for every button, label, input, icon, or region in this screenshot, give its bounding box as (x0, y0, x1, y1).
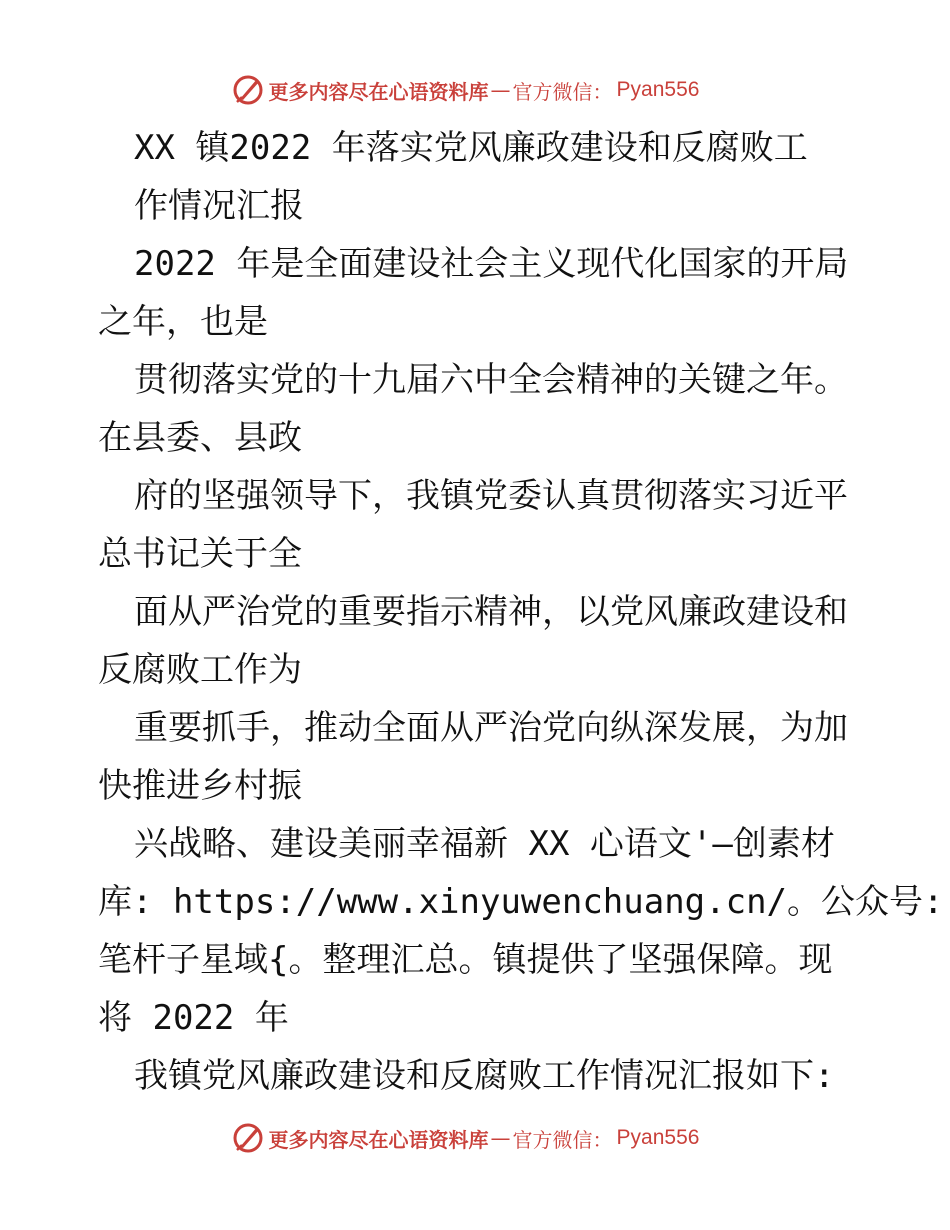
body-line: 总书记关于全 (98, 534, 302, 574)
title-line-2: 作情况汇报 (134, 186, 304, 226)
body-line: 2022 年是全面建设社会主义现代化国家的开局 (134, 244, 849, 284)
watermark-dash: — (490, 78, 511, 102)
quill-logo-icon (231, 1121, 265, 1155)
body-line: 快推进乡村振 (98, 766, 302, 806)
footer-watermark (0, 1118, 950, 1158)
body-line: 将 2022 年 (98, 998, 289, 1038)
body-line: 兴战略、建设美丽幸福新 XX 心语文'—创素材 (134, 824, 835, 864)
body-line: 在县委、县政 (98, 418, 302, 458)
watermark-wechat-id: Pyan556 (616, 1126, 700, 1149)
header-watermark (0, 70, 950, 110)
quill-logo-icon (231, 73, 265, 107)
watermark-main-text: 更多内容尽在心语资料库 (268, 79, 489, 104)
body-line: 笔杆子星域{。整理汇总。镇提供了坚强保障。现 (98, 940, 833, 980)
body-line: 之年，也是 (98, 302, 268, 342)
body-line: 贯彻落实党的十九届六中全会精神的关键之年。 (134, 360, 848, 400)
body-line: 面从严治党的重要指示精神，以党风廉政建设和 (134, 592, 848, 632)
watermark-label: 官方微信： (512, 1127, 613, 1152)
body-line: 反腐败工作为 (98, 650, 302, 690)
watermark-label: 官方微信： (512, 79, 613, 104)
watermark-main-text: 更多内容尽在心语资料库 (268, 1127, 489, 1152)
body-line: 库: https://www.xinyuwenchuang.cn/。公众号: (98, 882, 944, 922)
watermark-dash: — (490, 1126, 511, 1150)
watermark-wechat-id: Pyan556 (616, 78, 700, 101)
body-line: 重要抓手，推动全面从严治党向纵深发展，为加 (134, 708, 848, 748)
title-line-1: XX 镇2022 年落实党风廉政建设和反腐败工 (134, 128, 808, 168)
body-line: 府的坚强领导下，我镇党委认真贯彻落实习近平 (134, 476, 848, 516)
body-line: 我镇党风廉政建设和反腐败工作情况汇报如下: (134, 1056, 835, 1096)
